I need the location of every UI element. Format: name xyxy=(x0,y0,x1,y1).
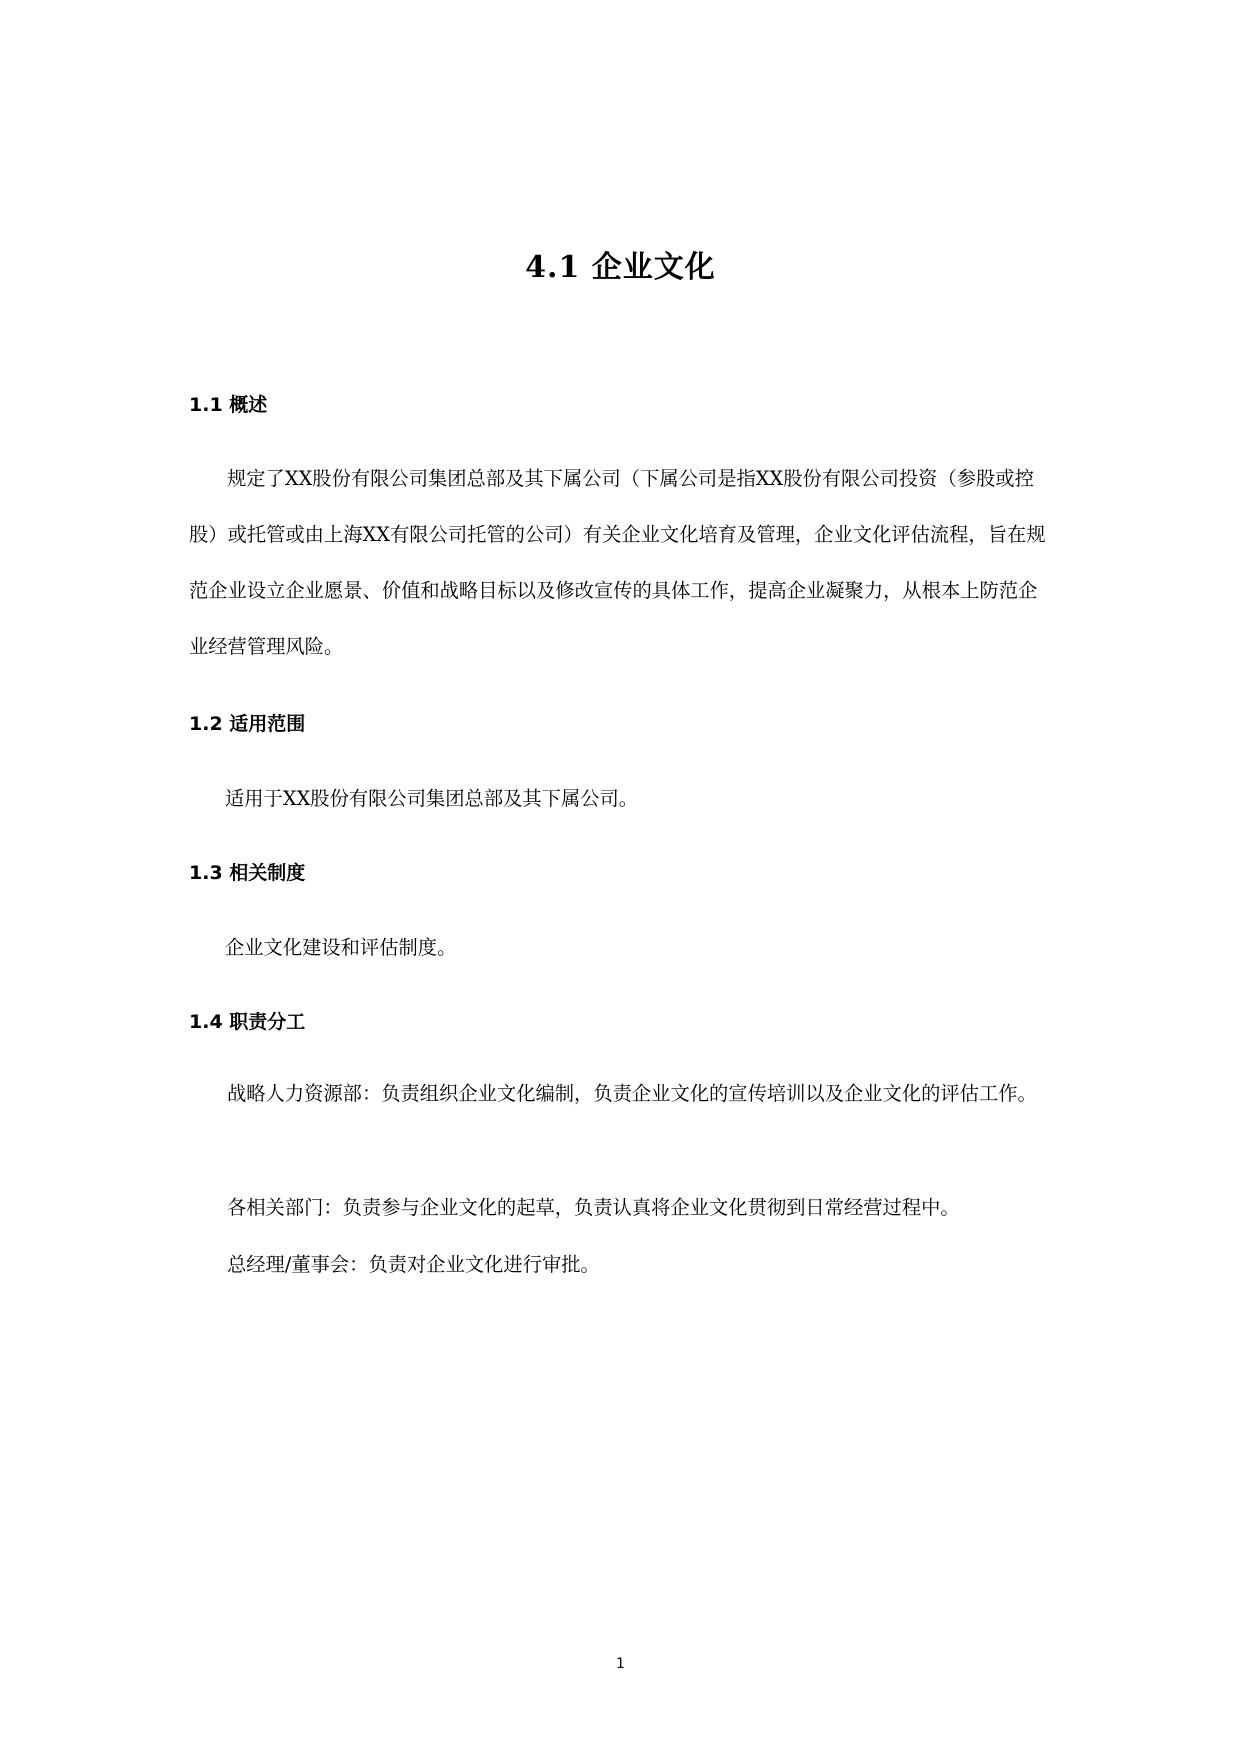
responsibility-board: 总经理/董事会：负责对企业文化进行审批。 xyxy=(227,1253,600,1276)
page-number: 1 xyxy=(616,1656,625,1672)
section-heading-related-policies: 1.3 相关制度 xyxy=(189,862,306,884)
related-policies-paragraph: 企业文化建设和评估制度。 xyxy=(225,936,457,959)
responsibility-departments: 各相关部门：负责参与企业文化的起草，负责认真将企业文化贯彻到日常经营过程中。 xyxy=(227,1196,960,1219)
scope-paragraph: 适用于XX股份有限公司集团总部及其下属公司。 xyxy=(225,787,639,810)
section-heading-scope: 1.2 适用范围 xyxy=(189,713,306,735)
section-heading-overview: 1.1 概述 xyxy=(189,394,268,416)
responsibility-strategy-hr: 战略人力资源部：负责组织企业文化编制，负责企业文化的宣传培训以及企业文化的评估工作。 xyxy=(227,1082,1037,1105)
overview-paragraph: 规定了XX股份有限公司集团总部及其下属公司（下属公司是指XX股份有限公司投资（参股或控股）或托管或由上海XX有限公司托管的公司）有关企业文化培育及管理，企业文化评估流程，旨在规范企业设立企业愿景、价值和战略目标以及修改宣传的具体工作，提高企业凝聚力，从根本上防范企业经营管理风险。 xyxy=(189,467,1046,658)
document-title: 4.1 企业文化 xyxy=(525,250,716,285)
section-heading-responsibilities: 1.4 职责分工 xyxy=(189,1011,306,1033)
